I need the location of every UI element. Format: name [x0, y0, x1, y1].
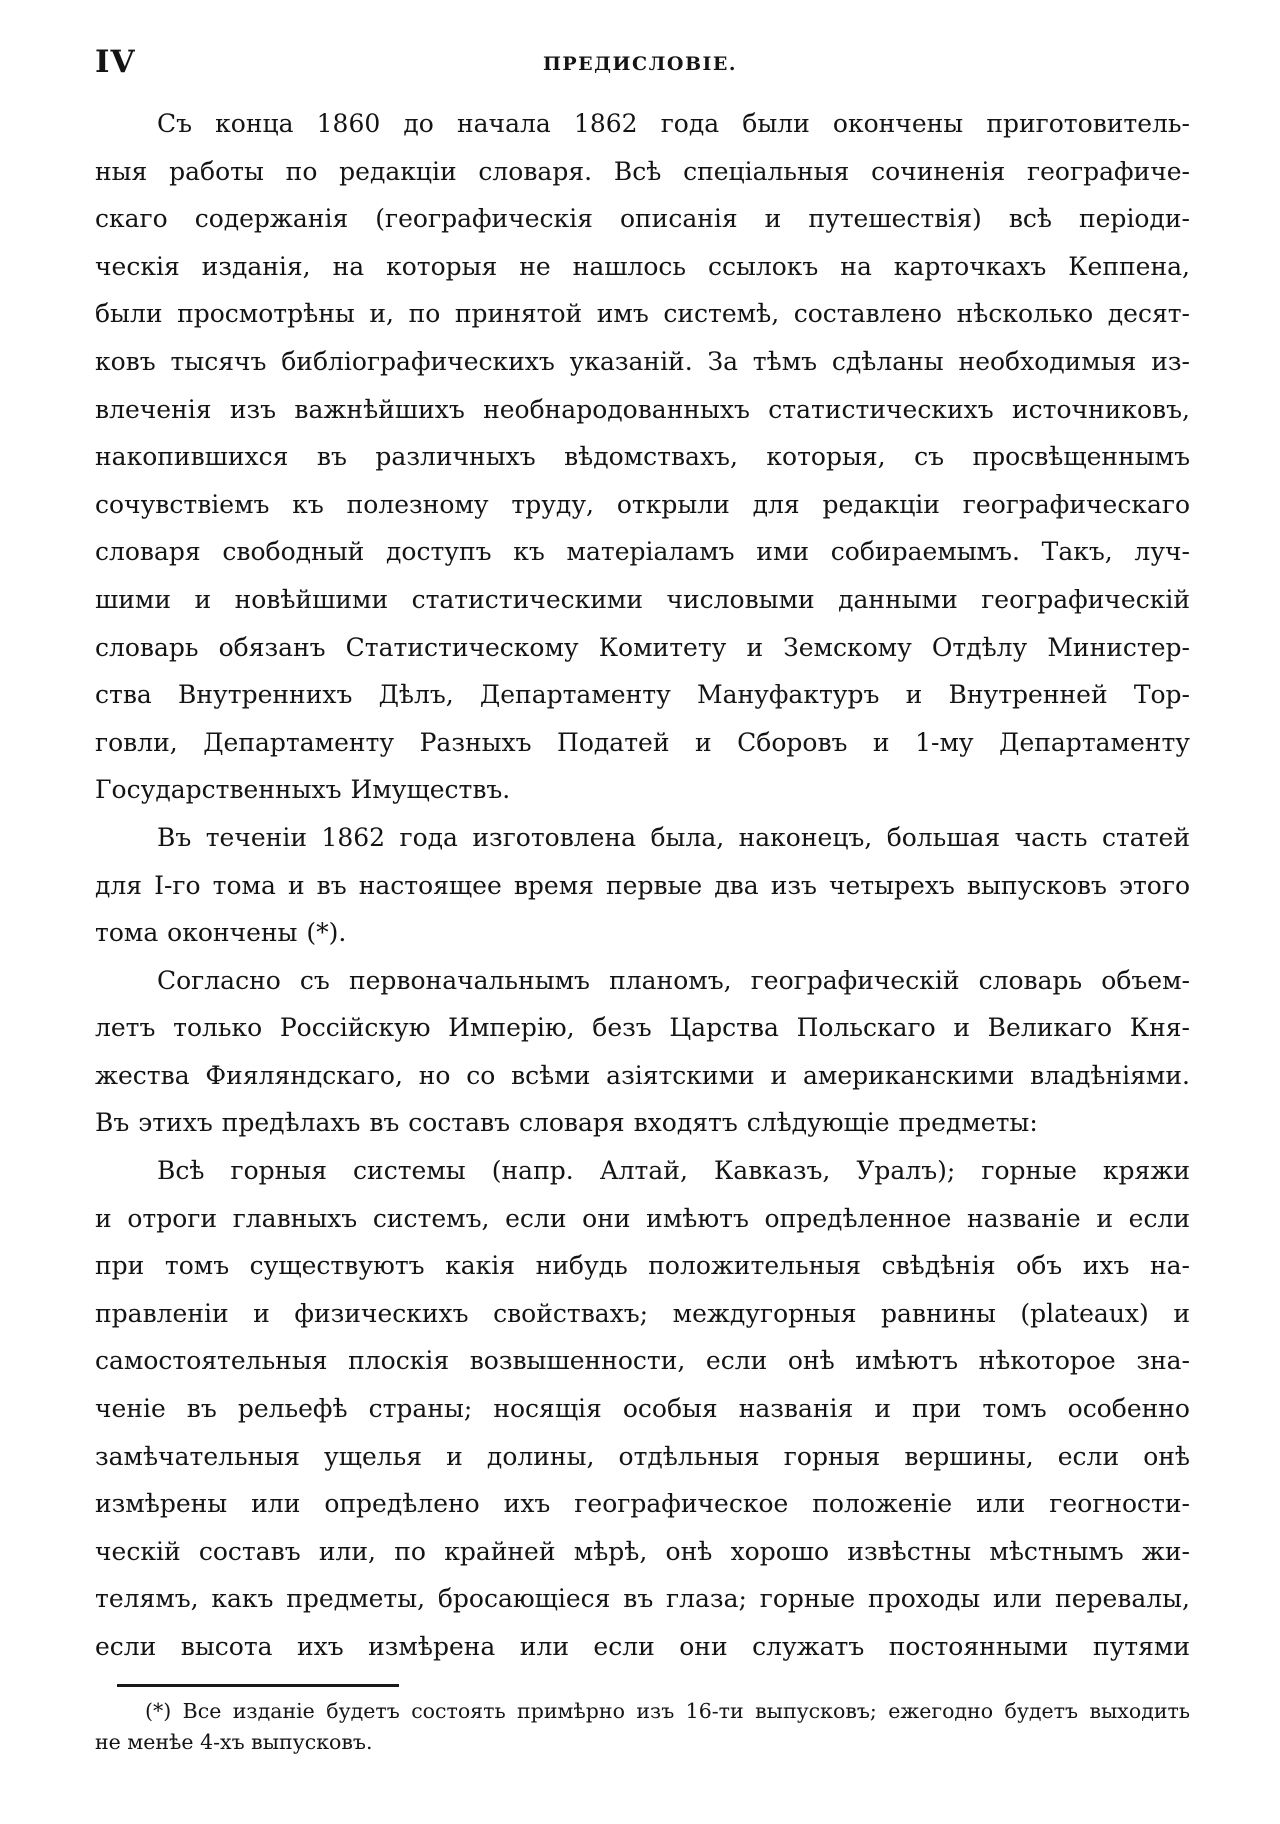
- text-line: телямъ, какъ предметы, бросающіеся въ глаза; горные проходы или перевалы,: [95, 1584, 1190, 1614]
- text-line: летъ только Россійскую Имперію, безъ Царства Польскаго и Великаго Кня-: [95, 1013, 1190, 1043]
- text-line: ченіе въ рельефѣ страны; носящія особыя названія и при томъ особенно: [95, 1394, 1190, 1424]
- text-line: словарь обязанъ Статистическому Комитету и Земскому Отдѣлу Министер-: [95, 632, 1190, 662]
- running-title: ПРЕДИСЛОВІЕ.: [542, 53, 738, 75]
- text-line: Въ теченіи 1862 года изготовлена была, наконецъ, большая часть статей: [157, 822, 1190, 852]
- text-line: самостоятельныя плоскія возвышенности, если онѣ имѣютъ нѣкоторое зна-: [95, 1346, 1190, 1376]
- text-line: влеченія изъ важнѣйшихъ необнародованныхъ статистическихъ источниковъ,: [95, 394, 1190, 424]
- paragraph-1: [95, 100, 1190, 814]
- text-line: ческія изданія, на которыя не нашлось ссылокъ на карточкахъ Кеппена,: [95, 251, 1190, 281]
- text-line: скаго содержанія (географическія описанія и путешествія) всѣ періоди-: [95, 204, 1190, 234]
- text-line: при томъ существуютъ какія нибудь положительныя свѣдѣнія объ ихъ на-: [95, 1251, 1190, 1281]
- text-line: измѣрены или опредѣлено ихъ географическое положеніе или геогности-: [95, 1489, 1190, 1519]
- page-number: IV: [95, 44, 136, 80]
- text-line: ства Внутреннихъ Дѣлъ, Департаменту Мануфактуръ и Внутренней Тор-: [95, 680, 1190, 710]
- text-line: Всѣ горныя системы (напр. Алтай, Кавказъ, Уралъ); горные кряжи: [157, 1156, 1190, 1186]
- text-line: шими и новѣйшими статистическими числовыми данными географическій: [95, 584, 1190, 614]
- text-line: замѣчательныя ущелья и долины, отдѣльныя горныя вершины, если онѣ: [95, 1441, 1190, 1471]
- text-line: Государственныхъ Имуществъ.: [95, 775, 511, 805]
- footnote-line: не менѣе 4-хъ выпусковъ.: [95, 1730, 373, 1754]
- footnote-separator: [117, 1684, 399, 1687]
- text-line: накопившихся въ различныхъ вѣдомствахъ, которыя, съ просвѣщеннымъ: [95, 442, 1190, 472]
- text-line: для I-го тома и въ настоящее время первые два изъ четырехъ выпусковъ этого: [95, 870, 1190, 900]
- text-line: словаря свободный доступъ къ матеріаламъ ими собираемымъ. Такъ, луч-: [95, 537, 1190, 567]
- text-line: были просмотрѣны и, по принятой имъ системѣ, составлено нѣсколько десят-: [95, 299, 1190, 329]
- text-line: Въ этихъ предѣлахъ въ составъ словаря входятъ слѣдующіе предметы:: [95, 1108, 1038, 1138]
- text-line: ковъ тысячъ библіографическихъ указаній. За тѣмъ сдѣланы необходимыя из-: [95, 346, 1190, 376]
- footnote: [95, 1696, 1190, 1758]
- running-head: [0, 44, 1280, 88]
- text-line: и отроги главныхъ системъ, если они имѣютъ опредѣленное названіе и если: [95, 1203, 1190, 1233]
- text-line: говли, Департаменту Разныхъ Податей и Сборовъ и 1-му Департаменту: [95, 727, 1190, 757]
- text-line: правленіи и физическихъ свойствахъ; междугорныя равнины (plateaux) и: [95, 1298, 1190, 1328]
- text-line: ческій составъ или, по крайней мѣрѣ, онѣ хорошо извѣстны мѣстнымъ жи-: [95, 1536, 1190, 1566]
- paragraph-3: [95, 957, 1190, 1147]
- footnote-line: (*) Все изданіе будетъ состоять примѣрно изъ 16-ти выпусковъ; ежегодно будетъ выходить: [145, 1699, 1190, 1723]
- text-line: жества Фияляндскаго, но со всѣми азіятскими и американскими владѣніями.: [95, 1060, 1190, 1090]
- page-body: [95, 100, 1190, 1671]
- paragraph-2: [95, 814, 1190, 957]
- page-footer: [95, 1684, 1190, 1758]
- text-line: если высота ихъ измѣрена или если они служатъ постоянными путями: [95, 1632, 1190, 1661]
- text-line: Съ конца 1860 до начала 1862 года были окончены приготовитель-: [157, 109, 1190, 138]
- text-line: ныя работы по редакціи словаря. Всѣ спеціальныя сочиненія географиче-: [95, 156, 1190, 186]
- text-line: Согласно съ первоначальнымъ планомъ, географическій словарь объем-: [157, 965, 1190, 995]
- paragraph-4: [95, 1147, 1190, 1671]
- text-line: сочувствіемъ къ полезному труду, открыли для редакціи географическаго: [95, 489, 1190, 519]
- text-line: тома окончены (*).: [95, 918, 347, 948]
